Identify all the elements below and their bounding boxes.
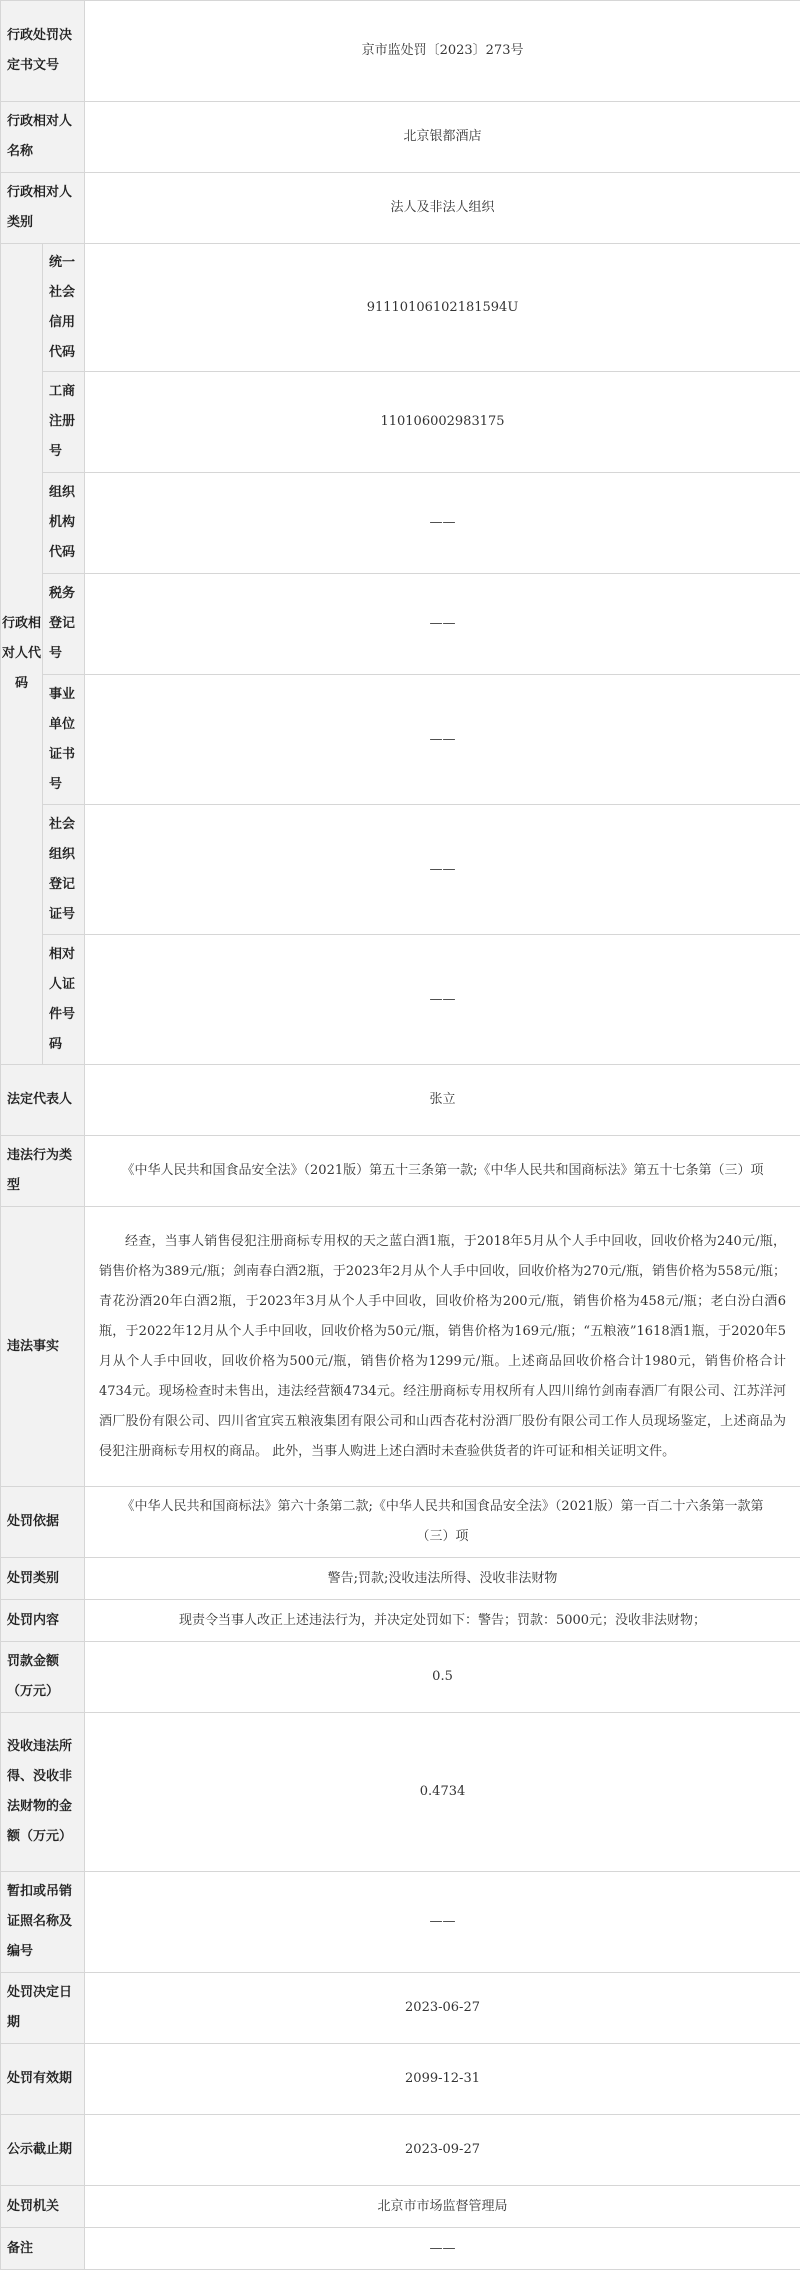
party-name-label: 行政相对人名称 — [1, 102, 85, 173]
authority-value: 北京市市场监督管理局 — [85, 2186, 800, 2228]
confiscated-label: 没收违法所得、没收非法财物的金额（万元） — [1, 1713, 85, 1872]
row-inst-no — [1, 675, 800, 805]
row-publish-until — [1, 2115, 800, 2186]
decision-date-label: 处罚决定日期 — [1, 1973, 85, 2044]
org-code-label: 组织机构代码 — [43, 473, 85, 574]
basis-label: 处罚依据 — [1, 1487, 85, 1558]
party-type-value: 法人及非法人组织 — [85, 173, 800, 244]
social-org-no-label: 社会组织登记证号 — [43, 805, 85, 935]
facts-value: 经查，当事人销售侵犯注册商标专用权的天之蓝白酒1瓶，于2018年5月从个人手中回收，回收价格为240元/瓶，销售价格为389元/瓶；剑南春白酒2瓶，于2023年2月从个人手中回收，回收价格为270元/瓶，销售价格为558元/瓶；青花汾酒20年白酒2瓶，于2023年3月从个人手中回收，回收价格为200元/瓶，销售价格为458元/瓶；老白汾白酒6瓶，于2022年12月从个人手中回收，回收价格为50元/瓶，销售价格为169元/瓶；“五粮液”1618酒1瓶，于2020年5月从个人手中回收，回收价格为500元/瓶，销售价格为1299元/瓶。上述商品回收价格合计1980元，销售价格合计4734元。现场检查时未售出，违法经营额4734元。经注册商标专用权所有人四川绵竹剑南春酒厂有限公司、江苏洋河酒厂股份有限公司、四川省宜宾五粮液集团有限公司和山西杏花村汾酒厂股份有限公司工作人员现场鉴定，上述商品为侵犯注册商标专用权的商品。 此外，当事人购进上述白酒时未查验供货者的许可证和相关证明文件。 — [85, 1207, 800, 1487]
remarks-value: —— — [85, 2228, 800, 2270]
row-basis — [1, 1487, 800, 1558]
violation-type-label: 违法行为类型 — [1, 1136, 85, 1207]
valid-until-label: 处罚有效期 — [1, 2044, 85, 2115]
category-label: 处罚类别 — [1, 1558, 85, 1600]
doc-no-value: 京市监处罚〔2023〕273号 — [85, 1, 800, 102]
decision-date-value: 2023-06-27 — [85, 1973, 800, 2044]
id-no-label: 相对人证件号码 — [43, 935, 85, 1065]
reg-no-value: 110106002983175 — [85, 372, 800, 473]
org-code-value: —— — [85, 473, 800, 574]
row-license — [1, 1872, 800, 1973]
credit-code-value: 91110106102181594U — [85, 244, 800, 372]
social-org-no-value: —— — [85, 805, 800, 935]
row-legal-rep — [1, 1065, 800, 1136]
authority-label: 处罚机关 — [1, 2186, 85, 2228]
party-type-label: 行政相对人类别 — [1, 173, 85, 244]
publish-until-value: 2023-09-27 — [85, 2115, 800, 2186]
violation-type-value: 《中华人民共和国食品安全法》（2021版）第五十三条第一款;《中华人民共和国商标法》第五十七条第（三）项 — [85, 1136, 800, 1207]
valid-until-value: 2099-12-31 — [85, 2044, 800, 2115]
license-label: 暂扣或吊销证照名称及编号 — [1, 1872, 85, 1973]
doc-no-label: 行政处罚决定书文号 — [1, 1, 85, 102]
fine-label: 罚款金额（万元） — [1, 1642, 85, 1713]
license-value: —— — [85, 1872, 800, 1973]
row-authority — [1, 2186, 800, 2228]
row-valid-until — [1, 2044, 800, 2115]
row-social-org-no — [1, 805, 800, 935]
row-facts — [1, 1207, 800, 1487]
row-decision-date — [1, 1973, 800, 2044]
row-content — [1, 1600, 800, 1642]
inst-no-value: —— — [85, 675, 800, 805]
row-tax-no — [1, 574, 800, 675]
facts-label: 违法事实 — [1, 1207, 85, 1487]
row-remarks — [1, 2228, 800, 2270]
row-doc-no — [1, 1, 800, 102]
tax-no-label: 税务登记号 — [43, 574, 85, 675]
credit-code-label: 统一社会信用代码 — [43, 244, 85, 372]
confiscated-value: 0.4734 — [85, 1713, 800, 1872]
party-code-group-label: 行政相对人代码 — [1, 244, 43, 1065]
remarks-label: 备注 — [1, 2228, 85, 2270]
basis-value: 《中华人民共和国商标法》第六十条第二款;《中华人民共和国食品安全法》（2021版）第一百二十六条第一款第（三）项 — [85, 1487, 800, 1558]
row-org-code — [1, 473, 800, 574]
row-party-type — [1, 173, 800, 244]
content-label: 处罚内容 — [1, 1600, 85, 1642]
row-id-no — [1, 935, 800, 1065]
reg-no-label: 工商注册号 — [43, 372, 85, 473]
party-name-value: 北京银都酒店 — [85, 102, 800, 173]
id-no-value: —— — [85, 935, 800, 1065]
row-confiscated — [1, 1713, 800, 1872]
content-value: 现责令当事人改正上述违法行为，并决定处罚如下：警告；罚款：5000元；没收非法财物； — [85, 1600, 800, 1642]
row-party-name — [1, 102, 800, 173]
inst-no-label: 事业单位证书号 — [43, 675, 85, 805]
legal-rep-label: 法定代表人 — [1, 1065, 85, 1136]
publish-until-label: 公示截止期 — [1, 2115, 85, 2186]
row-reg-no — [1, 372, 800, 473]
row-violation-type — [1, 1136, 800, 1207]
fine-value: 0.5 — [85, 1642, 800, 1713]
category-value: 警告;罚款;没收违法所得、没收非法财物 — [85, 1558, 800, 1600]
tax-no-value: —— — [85, 574, 800, 675]
legal-rep-value: 张立 — [85, 1065, 800, 1136]
row-category — [1, 1558, 800, 1600]
row-credit-code — [1, 244, 800, 372]
row-fine — [1, 1642, 800, 1713]
